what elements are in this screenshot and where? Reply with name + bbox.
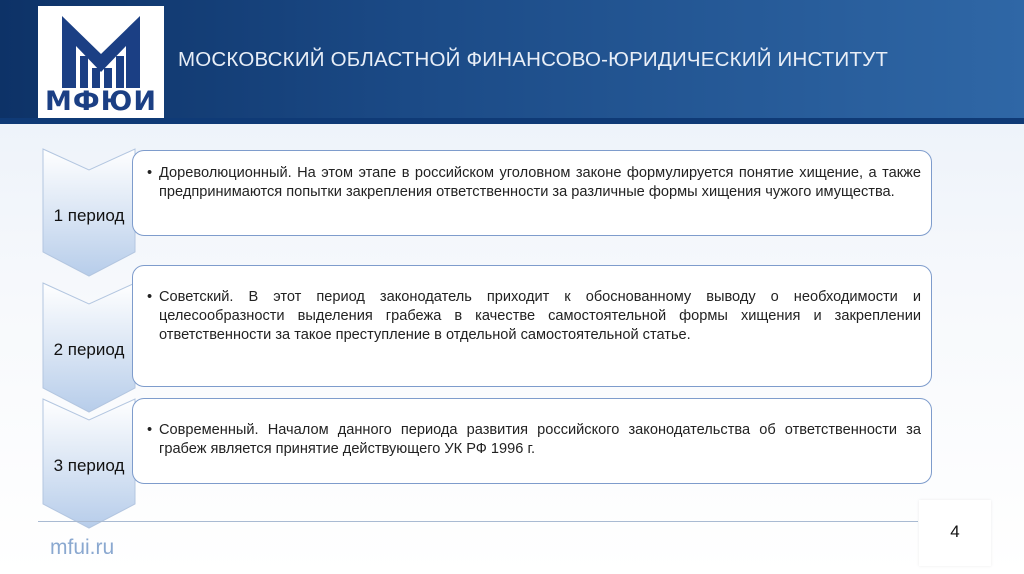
bullet: • [147, 289, 153, 305]
bullet: • [147, 165, 153, 181]
period-1-description: Дореволюционный. На этом этапе в российском уголовном законе формулируется понятие хищение, а также предпринимаются попытки закрепления ответственности за различные формы хищения чужого имущества. [159, 165, 921, 200]
bullet: • [147, 422, 153, 438]
period-3-description: Современный. Началом данного периода развития российского законодательства об ответственности за грабеж является принятие действующего УК РФ 1996 г. [159, 422, 921, 457]
period-2-chevron [42, 282, 136, 414]
page-title: МОСКОВСКИЙ ОБЛАСТНОЙ ФИНАНСОВО-ЮРИДИЧЕСКИЙ ИНСТИТУТ [178, 48, 889, 71]
period-2-description: Советский. В этот период законодатель приходит к обоснованному выводу о необходимости и целесообразности выделения грабежа в качестве самостоятельной формы хищения и закреплении ответственности за такое преступление в отдельной самостоятельной статье. [159, 289, 921, 343]
logo [38, 6, 164, 118]
period-1-label: 1 период [53, 206, 125, 225]
period-3-label: 3 период [53, 456, 125, 475]
period-1-chevron [42, 148, 136, 278]
period-3-card [132, 398, 932, 484]
period-2-label: 2 период [53, 340, 125, 359]
page-number-box [919, 500, 991, 566]
page-number: 4 [950, 522, 960, 541]
footer-divider [38, 521, 918, 522]
period-3-chevron [42, 398, 136, 530]
logo-text: МФЮИ [45, 86, 157, 117]
period-2-card [132, 265, 932, 387]
period-1-card [132, 150, 932, 236]
site-url: mfui.ru [50, 536, 115, 559]
building-logo-icon [54, 10, 148, 92]
